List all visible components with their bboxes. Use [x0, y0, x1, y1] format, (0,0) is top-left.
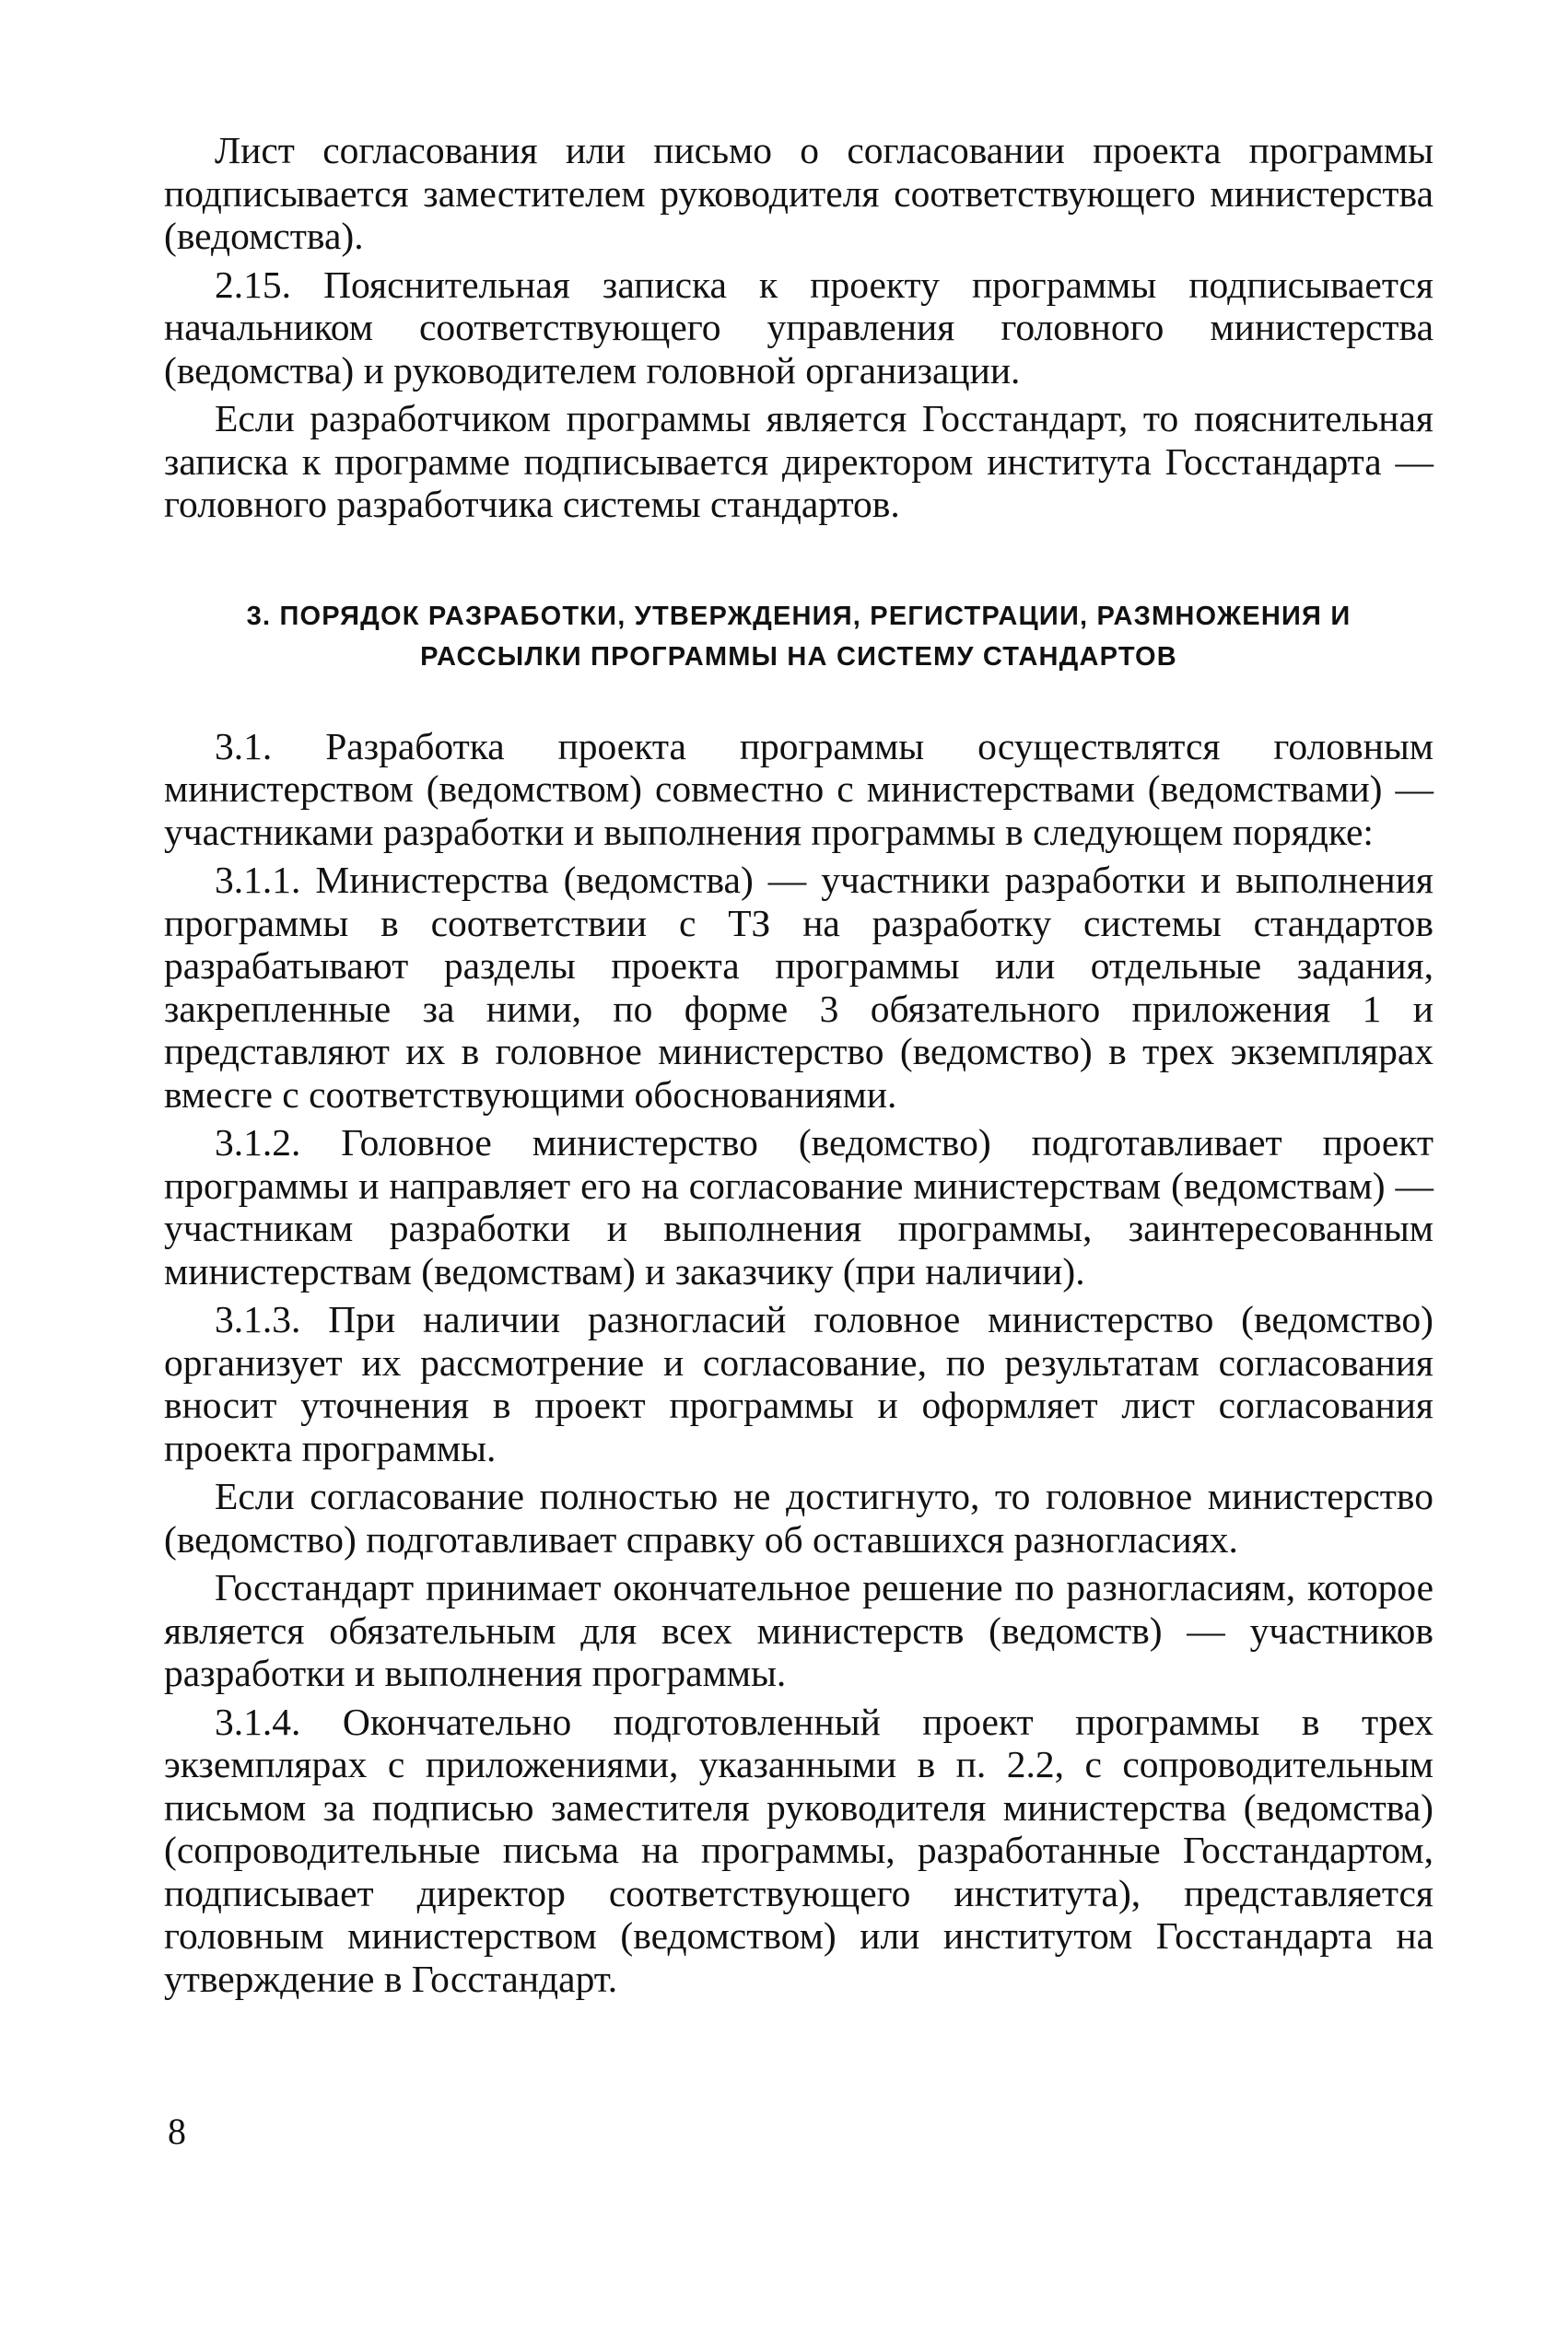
paragraph-approval-sheet: Лист согласования или письмо о согласовании проекта программы подписывается заместителем руководителя соответствующего министерства (ведомства).: [164, 129, 1433, 257]
paragraph-3-1-4: 3.1.4. Окончательно подготовленный проект программы в трех экземплярах с приложениями, указанными в п. 2.2, с сопроводительным письмом за подписью заместителя руководителя министерства (ведомства) (сопроводительные письма на программы, разработанные Госстандартом, подписывает директор соответствующего института), представляется головным министерством (ведомством) или институтом Госстандарта на утверждение в Госстандарт.: [164, 1700, 1433, 2000]
page-number: 8: [168, 2111, 186, 2152]
paragraph-3-1-2: 3.1.2. Головное министерство (ведомство) подготавливает проект программы и направляет его на согласование министерствам (ведомствам) — участникам разработки и выполнения программы, заинтересованным министерствам (ведомствам) и заказчику (при наличии).: [164, 1121, 1433, 1293]
paragraph-3-1-3: 3.1.3. При наличии разногласий головное министерство (ведомство) организует их рассмотрение и согласование, по результатам согласования вносит уточнения в проект программы и оформляет лист согласования проекта программы.: [164, 1298, 1433, 1469]
paragraph-disagreement-note: Если согласование полностью не достигнуто, то головное министерство (ведомство) подготавливает справку об оставшихся разногласиях.: [164, 1475, 1433, 1561]
section-heading: 3. ПОРЯДОК РАЗРАБОТКИ, УТВЕРЖДЕНИЯ, РЕГИСТРАЦИИ, РАЗМНОЖЕНИЯ И РАССЫЛКИ ПРОГРАММЫ НА СИСТЕМУ СТАНДАРТОВ: [246, 601, 1352, 672]
paragraph-gosstandart-developer: Если разработчиком программы является Госстандарт, то пояснительная записка к программе подписывается директором института Госстандарта — головного разработчика системы стандартов.: [164, 397, 1433, 525]
paragraph-3-1-1: 3.1.1. Министерства (ведомства) — участники разработки и выполнения программы в соответствии с ТЗ на разработку системы стандартов разрабатывают разделы проекта программы или отдельные задания, закрепленные за ними, по форме 3 обязательного приложения 1 и представляют их в головное министерство (ведомство) в трех экземплярах вмесге с соответствующими обоснованиями.: [164, 859, 1433, 1116]
paragraph-2-15: 2.15. Пояснительная записка к проекту программы подписывается начальником соответствующего управления головного министерства (ведомства) и руководителем головной организации.: [164, 263, 1433, 392]
paragraph-final-decision: Госстандарт принимает окончательное решение по разногласиям, которое является обязательным для всех министерств (ведомств) — участников разработки и выполнения программы.: [164, 1566, 1433, 1694]
document-page: [164, 129, 1433, 2000]
paragraph-3-1: 3.1. Разработка проекта программы осуществлятся головным министерством (ведомством) совместно с министерствами (ведомствами) — участниками разработки и выполнения программы в следующем порядке:: [164, 724, 1433, 853]
